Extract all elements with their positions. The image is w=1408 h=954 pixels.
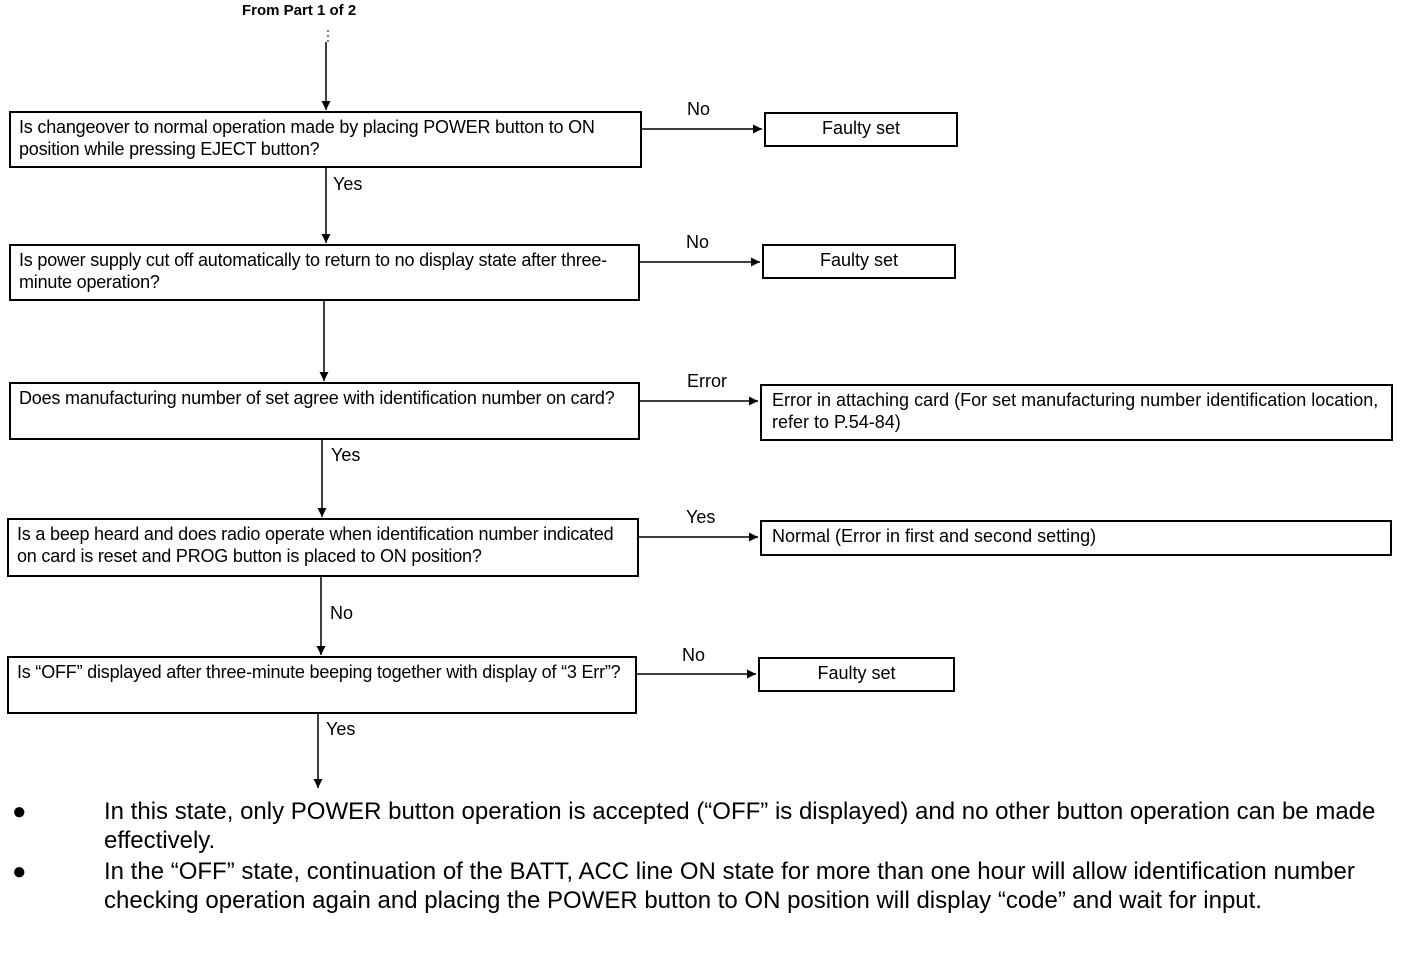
result-text-1: Faulty set xyxy=(821,118,901,138)
branch-label-1: No xyxy=(687,99,711,119)
note-text-2: In the “OFF” state, continuation of the BATT, ACC line ON state for more than one hour will allow identification number checking operation again and placing the POWER button to ON position will display “code” and wait for input. xyxy=(104,858,1355,914)
decision-text-1: Is changeover to normal operation made by placing POWER button to ON position while pressing EJECT button? xyxy=(19,117,595,159)
result-text-4: Normal (Error in first and second setting) xyxy=(772,526,1097,546)
result-box-3 xyxy=(760,384,1393,441)
down-label-4: No xyxy=(330,603,354,623)
decision-text-2: Is power supply cut off automatically to return to no display state after three-minute operation? xyxy=(19,250,607,292)
down-label-5: Yes xyxy=(326,719,356,739)
decision-box-1 xyxy=(9,111,642,168)
decision-text-5: Is “OFF” displayed after three-minute beeping together with display of “3 Err”? xyxy=(17,662,621,682)
bullet-1: ● xyxy=(12,798,27,825)
result-box-5 xyxy=(758,657,955,692)
bullet-2: ● xyxy=(12,858,27,885)
result-box-1 xyxy=(764,112,958,147)
down-label-3: Yes xyxy=(331,445,361,465)
decision-box-5 xyxy=(7,656,637,714)
result-text-2: Faulty set xyxy=(819,250,899,270)
branch-label-2: No xyxy=(686,232,710,252)
header-from-part: From Part 1 of 2 xyxy=(242,2,357,19)
note-text-1: In this state, only POWER button operation is accepted (“OFF” is displayed) and no other button operation can be made effectively. xyxy=(104,798,1376,854)
down-label-1: Yes xyxy=(333,174,363,194)
decision-box-3 xyxy=(9,382,640,440)
result-box-2 xyxy=(762,244,956,279)
decision-text-3: Does manufacturing number of set agree with identification number on card? xyxy=(19,388,615,408)
branch-label-4: Yes xyxy=(686,507,716,527)
result-box-4 xyxy=(760,520,1392,556)
decision-box-2 xyxy=(9,244,640,301)
result-text-5: Faulty set xyxy=(817,663,896,683)
decision-text-4: Is a beep heard and does radio operate when identification number indicated on card is reset and PROG button is placed to ON position? xyxy=(17,524,614,566)
decision-box-4 xyxy=(7,518,639,577)
branch-label-5: No xyxy=(682,645,706,665)
branch-label-3: Error xyxy=(687,371,727,391)
result-text-3: Error in attaching card (For set manufacturing number identification location, refer to P.54-84) xyxy=(772,390,1379,432)
